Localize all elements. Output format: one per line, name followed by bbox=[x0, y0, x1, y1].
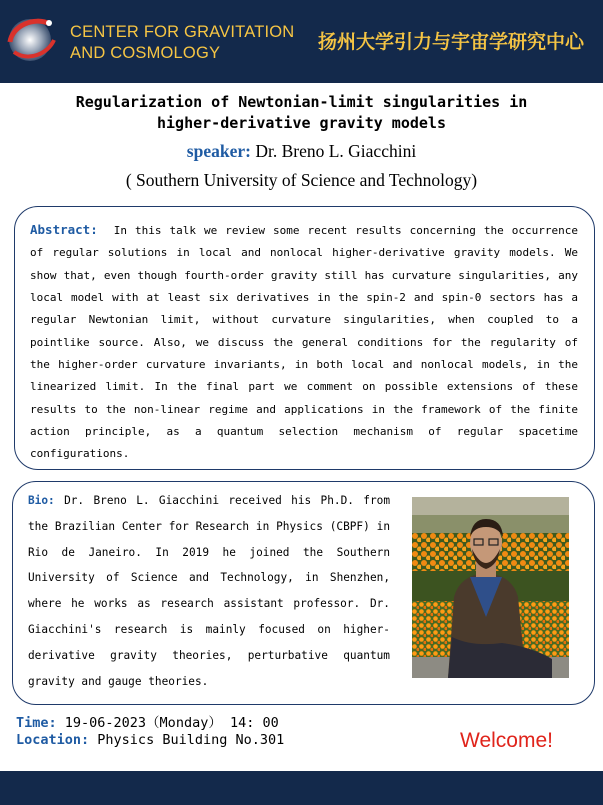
bio-text-block bbox=[28, 488, 390, 694]
talk-title-line2: higher-derivative gravity models bbox=[157, 114, 446, 132]
center-name-line1: CENTER FOR GRAVITATION bbox=[70, 23, 295, 41]
talk-title bbox=[20, 92, 583, 134]
event-location bbox=[16, 732, 284, 748]
talk-title-line1: Regularization of Newtonian-limit singularities in bbox=[75, 93, 528, 111]
speaker-name: Dr. Breno L. Giacchini bbox=[255, 141, 417, 161]
time-label: Time: bbox=[16, 715, 57, 731]
location-value: Physics Building No.301 bbox=[97, 732, 285, 748]
speaker-affiliation: ( Southern University of Science and Technology) bbox=[125, 170, 478, 190]
speaker-portrait-icon bbox=[412, 497, 569, 678]
speaker-line bbox=[0, 141, 603, 162]
time-value: 19-06-2023（Monday） 14: 00 bbox=[64, 715, 279, 731]
center-logo-icon bbox=[4, 8, 60, 68]
footer-banner bbox=[0, 771, 603, 805]
abstract-text-block bbox=[30, 219, 578, 466]
center-name-cn: 扬州大学引力与宇宙学研究中心 bbox=[318, 31, 585, 53]
abstract-label: Abstract: bbox=[30, 222, 98, 237]
center-name-line2: AND COSMOLOGY bbox=[70, 44, 221, 62]
bio-label: Bio: bbox=[28, 494, 55, 507]
header-banner bbox=[0, 0, 603, 83]
abstract-body: In this talk we review some recent results concerning the occurrence of regular solutions in local and nonlocal higher-derivative gravity models. We show that, even though fourth-order gravity still has curvature singularities, any local model with at least six derivatives in the spin-2 and spin-0 sectors has a regular Newtonian limit, without curvature singularities, when coupled to a pointlike source. Also, we discuss the general conditions for the regularity of the higher-order curvature invariants, in both local and nonlocal models, in the linearized limit. In the final part we comment on possible extensions of these results to the non-linear regime and applications in the framework of the finite action principle, as a quantum selection mechanism of regular spacetime configurations. bbox=[30, 224, 578, 461]
welcome-text: Welcome! bbox=[460, 729, 553, 752]
bio-body: Dr. Breno L. Giacchini received his Ph.D. from the Brazilian Center for Research in Physics (CBPF) in Rio de Janeiro. In 2019 he joined the Southern University of Science and Technology, in Shenzhen, where he works as research assistant professor. Dr. Giacchini's research is mainly focused on higher-derivative gravity theories, perturbative quantum gravity and gauge theories. bbox=[28, 494, 391, 688]
speaker-label: speaker: bbox=[186, 141, 251, 161]
event-time bbox=[16, 711, 279, 731]
center-name-en bbox=[70, 22, 294, 64]
speaker-photo bbox=[412, 497, 569, 678]
location-label: Location: bbox=[16, 732, 90, 748]
